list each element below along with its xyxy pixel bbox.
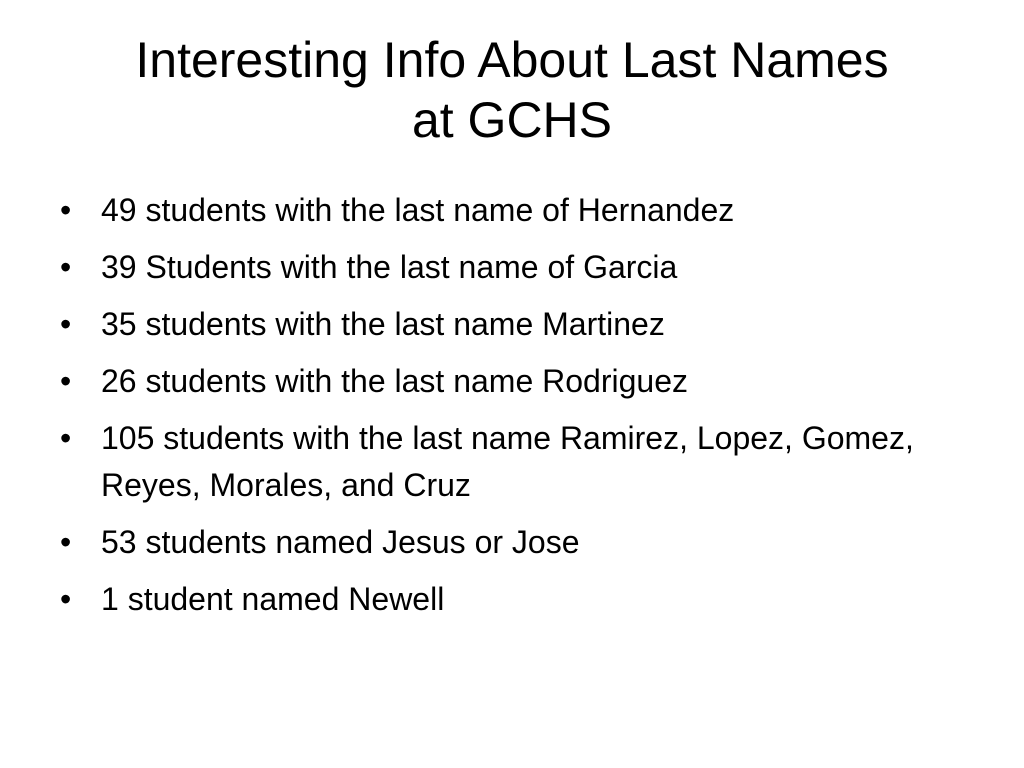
bullet-icon: •	[60, 192, 72, 228]
bullet-text: 105 students with the last name Ramirez, Lopez, Gomez, Reyes, Morales, and Cruz	[101, 420, 914, 503]
bullet-text: 1 student named Newell	[101, 581, 445, 617]
bullet-list	[60, 187, 980, 633]
slide-title-line-2: at GCHS	[411, 92, 613, 148]
bullet-item-martinez	[60, 301, 980, 348]
slide-title-line-1: Interesting Info About Last Names	[135, 32, 889, 88]
bullet-text: 39 Students with the last name of Garcia	[101, 249, 678, 285]
bullet-item-jesus-jose	[60, 519, 980, 566]
bullet-icon: •	[60, 363, 72, 399]
bullet-item-newell	[60, 576, 980, 623]
bullet-icon: •	[60, 524, 72, 560]
bullet-item-hernandez	[60, 187, 980, 234]
bullet-icon: •	[60, 581, 72, 617]
bullet-item-rodriguez	[60, 358, 980, 405]
bullet-text: 53 students named Jesus or Jose	[101, 524, 580, 560]
bullet-text: 49 students with the last name of Hernandez	[101, 192, 735, 228]
bullet-item-garcia	[60, 244, 980, 291]
bullet-text: 26 students with the last name Rodriguez	[101, 363, 688, 399]
slide-title	[40, 30, 984, 150]
bullet-text: 35 students with the last name Martinez	[101, 306, 665, 342]
bullet-icon: •	[60, 420, 72, 456]
bullet-icon: •	[60, 306, 72, 342]
bullet-icon: •	[60, 249, 72, 285]
bullet-item-multiple-names	[60, 415, 980, 509]
